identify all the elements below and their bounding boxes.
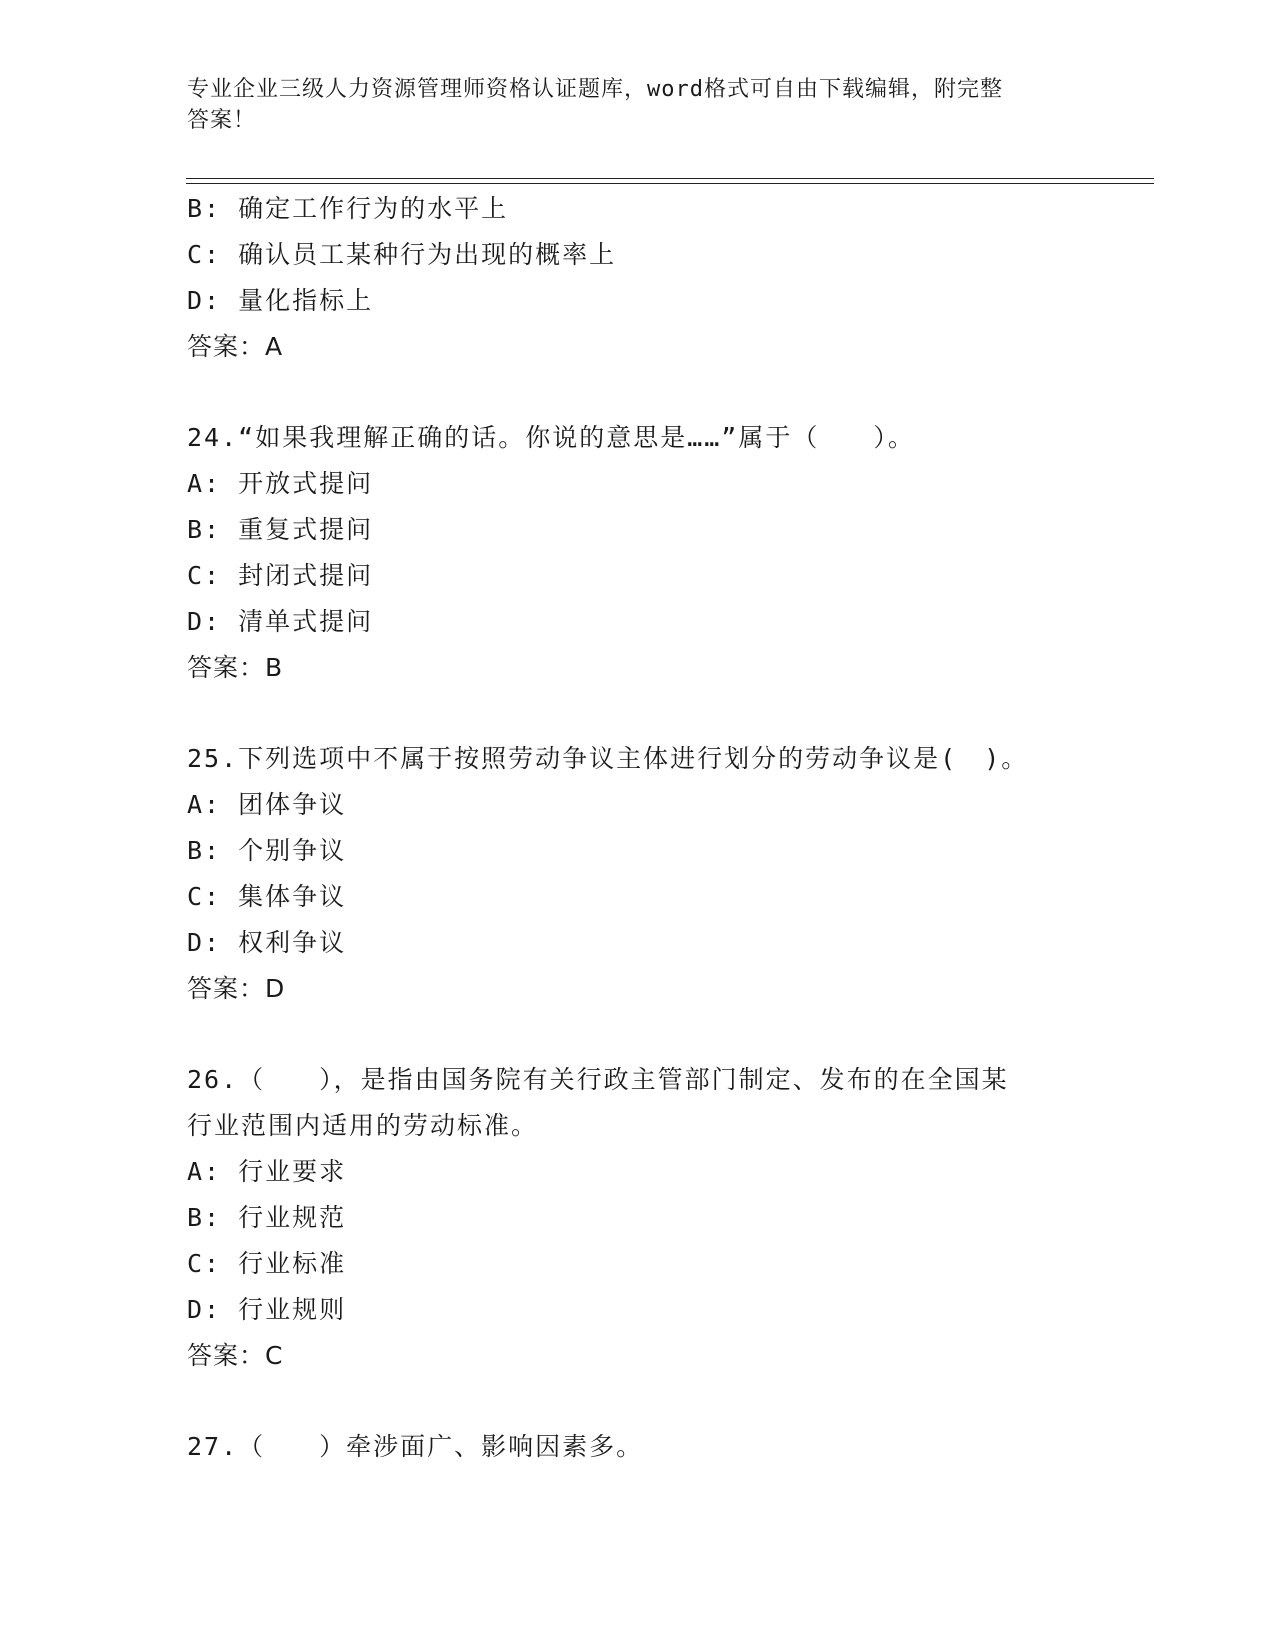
answer-line: 答案：C	[187, 1341, 284, 1370]
question-27	[187, 1424, 1087, 1470]
answer-line: 答案：A	[187, 332, 284, 361]
option-b: B: 个别争议	[187, 836, 347, 865]
option-d: D: 权利争议	[187, 928, 347, 957]
option-c: C: 行业标准	[187, 1249, 347, 1278]
question-text-continued: 行业范围内适用的劳动标准。	[187, 1111, 539, 1140]
question-spacer	[187, 691, 1087, 736]
question-26	[187, 1057, 1087, 1379]
header-line-2: 答案！	[187, 108, 257, 133]
option-a: A: 行业要求	[187, 1157, 347, 1186]
option-c: C: 封闭式提问	[187, 561, 374, 590]
header-divider-top	[186, 178, 1154, 179]
question-spacer	[187, 1012, 1087, 1057]
option-a: A: 团体争议	[187, 790, 347, 819]
question-23-continued	[187, 186, 1087, 370]
header-divider-bottom	[186, 183, 1154, 184]
option-b: B: 重复式提问	[187, 515, 374, 544]
question-text: 25.下列选项中不属于按照劳动争议主体进行划分的劳动争议是( )。	[187, 744, 1029, 773]
answer-line: 答案：B	[187, 653, 284, 682]
option-c: C: 确认员工某种行为出现的概率上	[187, 240, 617, 269]
question-spacer	[187, 1379, 1087, 1424]
question-24	[187, 415, 1087, 691]
document-header	[187, 74, 1067, 136]
option-d: D: 行业规则	[187, 1295, 347, 1324]
header-line-1: 专业企业三级人力资源管理师资格认证题库，word格式可自由下载编辑，附完整	[187, 77, 1003, 102]
option-b: B: 行业规范	[187, 1203, 347, 1232]
question-text: 24.“如果我理解正确的话。你说的意思是……”属于（ ）。	[187, 423, 915, 452]
question-text: 26.（ ），是指由国务院有关行政主管部门制定、发布的在全国某	[187, 1065, 1009, 1094]
option-d: D: 清单式提问	[187, 607, 374, 636]
option-c: C: 集体争议	[187, 882, 347, 911]
option-d: D: 量化指标上	[187, 286, 374, 315]
option-a: A: 开放式提问	[187, 469, 374, 498]
question-spacer	[187, 370, 1087, 415]
answer-line: 答案：D	[187, 974, 286, 1003]
question-25	[187, 736, 1087, 1012]
option-b: B: 确定工作行为的水平上	[187, 194, 509, 223]
question-list	[187, 186, 1087, 1470]
question-text: 27.（ ）牵涉面广、影响因素多。	[187, 1432, 644, 1461]
